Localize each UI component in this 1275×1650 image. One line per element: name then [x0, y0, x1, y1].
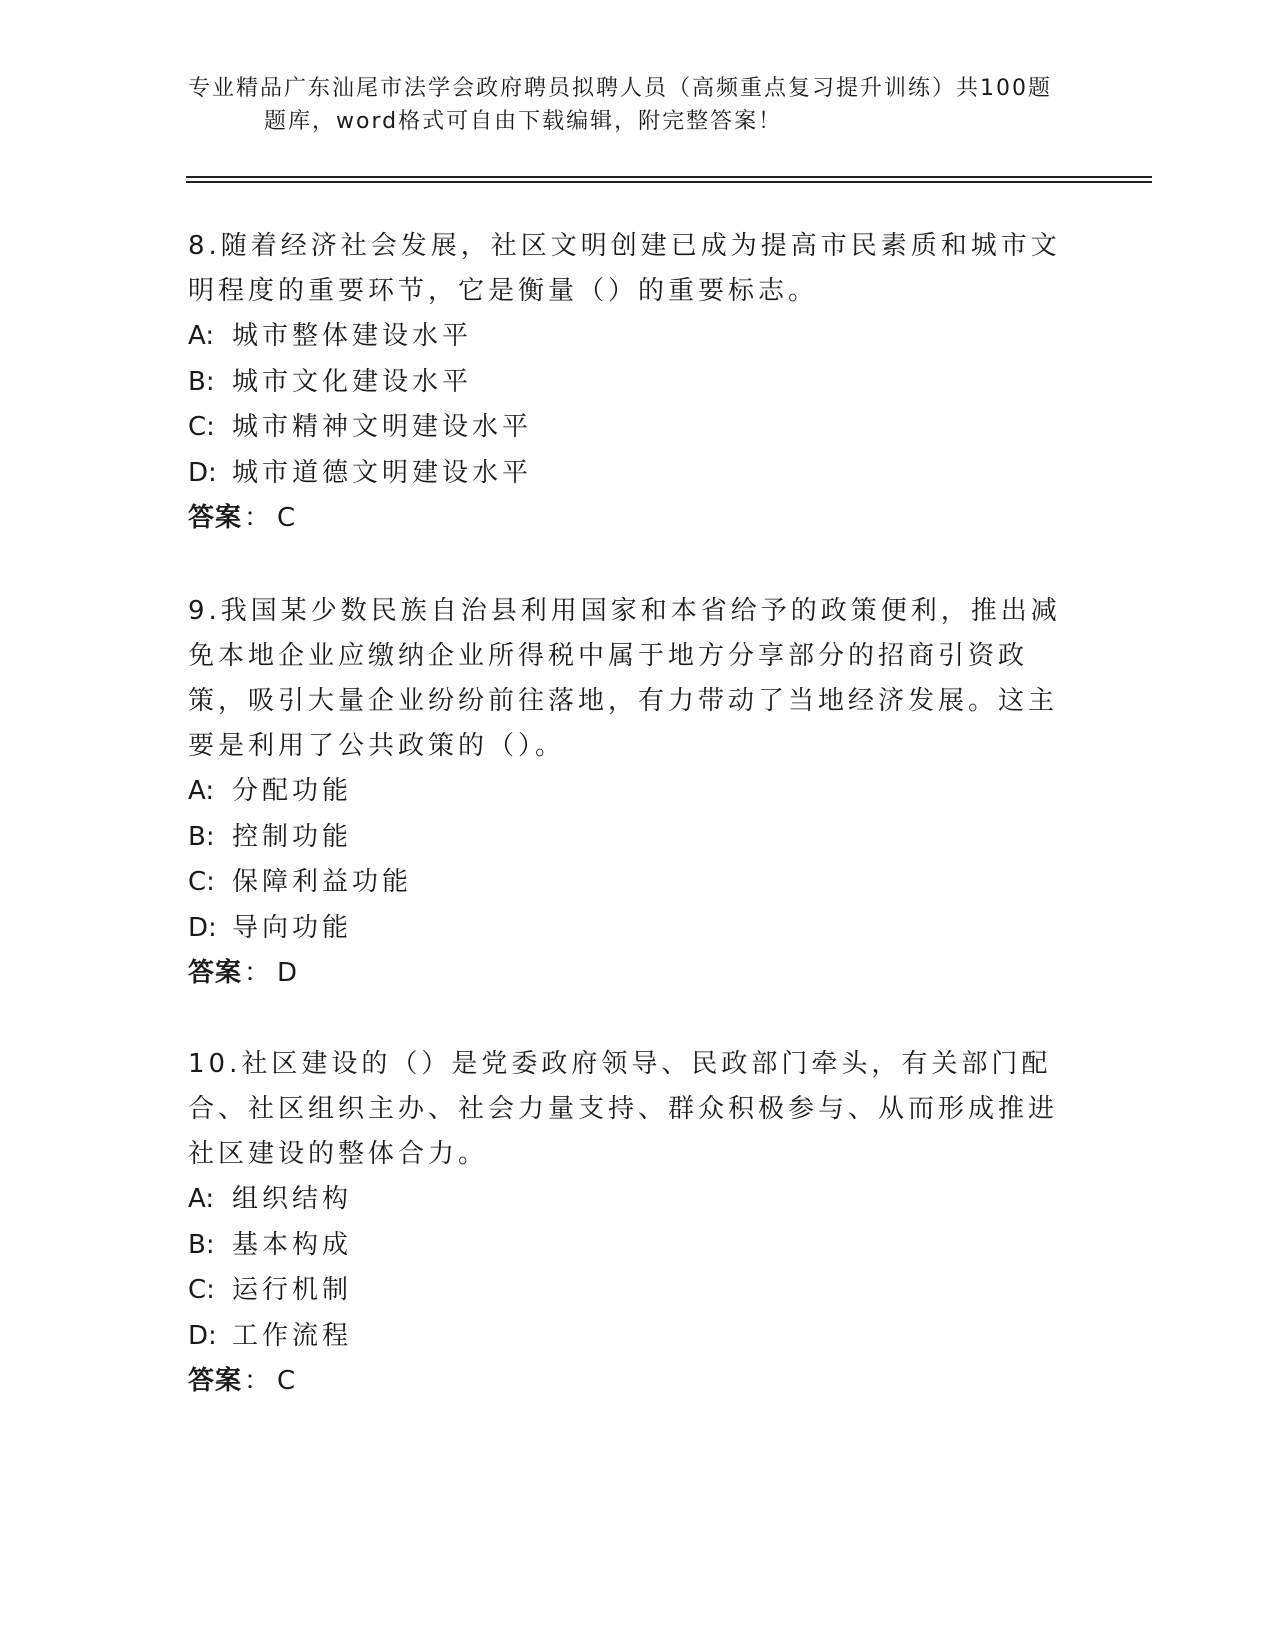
option-key: D:: [188, 457, 217, 488]
option-text: 控制功能: [232, 821, 353, 852]
question-stem: 8.随着经济社会发展，社区文明创建已成为提高市民素质和城市文明程度的重要环节，它是衡量（）的重要标志。: [188, 231, 1061, 306]
option-c: [188, 405, 1068, 451]
answer-label: 答案: [188, 1366, 243, 1396]
option-c: [188, 860, 1068, 906]
option-text: 城市道德文明建设水平: [232, 457, 533, 488]
answer-separator: ：: [244, 958, 272, 988]
answer-value: D: [277, 958, 299, 988]
option-key: C:: [188, 867, 215, 897]
option-text: 城市精神文明建设水平: [232, 412, 533, 442]
option-a: [188, 769, 1068, 815]
option-text: 保障利益功能: [232, 867, 413, 897]
option-d: [188, 906, 1068, 952]
option-c: [188, 1268, 1068, 1314]
option-text: 分配功能: [232, 776, 353, 806]
option-b: [188, 360, 1068, 406]
option-a: [188, 1177, 1068, 1223]
question-stem: 10.社区建设的（）是党委政府领导、民政部门牵头，有关部门配合、社区组织主办、社会力量支持、群众积极参与、从而形成推进社区建设的整体合力。: [188, 1049, 1059, 1169]
option-key: B:: [188, 1229, 215, 1260]
option-text: 基本构成: [232, 1229, 353, 1260]
option-a: [188, 314, 1068, 360]
option-text: 导向功能: [232, 912, 353, 943]
option-key: A:: [188, 776, 215, 806]
answer-line: [188, 496, 1068, 541]
answer-separator: ：: [244, 503, 272, 533]
question-stem: 9.我国某少数民族自治县利用国家和本省给予的政策便利，推出减免本地企业应缴纳企业所得税中属于地方分享部分的招商引资政策，吸引大量企业纷纷前往落地，有力带动了当地经济发展。这主要是利用了公共政策的（）。: [188, 596, 1061, 761]
answer-label: 答案: [188, 958, 243, 988]
answer-line: [188, 951, 1068, 996]
answer-separator: ：: [244, 1366, 272, 1396]
option-text: 城市整体建设水平: [232, 321, 473, 351]
option-key: D:: [188, 912, 217, 943]
option-text: 城市文化建设水平: [232, 366, 473, 397]
option-d: [188, 451, 1068, 497]
option-key: A:: [188, 1184, 215, 1214]
answer-label: 答案: [188, 503, 243, 533]
document-header: [188, 72, 1088, 138]
header-divider-bottom: [186, 181, 1152, 183]
option-key: C:: [188, 412, 215, 442]
document-title-line-1: 专业精品广东汕尾市法学会政府聘员拟聘人员（高频重点复习提升训练）共100题: [188, 76, 1052, 101]
option-text: 工作流程: [232, 1320, 353, 1351]
option-b: [188, 815, 1068, 861]
option-text: 运行机制: [232, 1275, 353, 1305]
answer-line: [188, 1359, 1068, 1404]
answer-value: C: [277, 503, 297, 533]
question-9: [188, 589, 1068, 996]
option-key: B:: [188, 821, 215, 852]
option-text: 组织结构: [232, 1184, 353, 1214]
option-key: D:: [188, 1320, 217, 1351]
option-b: [188, 1223, 1068, 1269]
question-8: [188, 224, 1068, 541]
header-divider-top: [186, 176, 1152, 178]
option-key: B:: [188, 366, 215, 397]
option-key: A:: [188, 321, 215, 351]
option-key: C:: [188, 1275, 215, 1305]
question-10: [188, 1042, 1068, 1404]
option-d: [188, 1314, 1068, 1360]
answer-value: C: [277, 1366, 297, 1396]
document-title-line-2: 题库，word格式可自由下载编辑，附完整答案！: [264, 109, 783, 134]
